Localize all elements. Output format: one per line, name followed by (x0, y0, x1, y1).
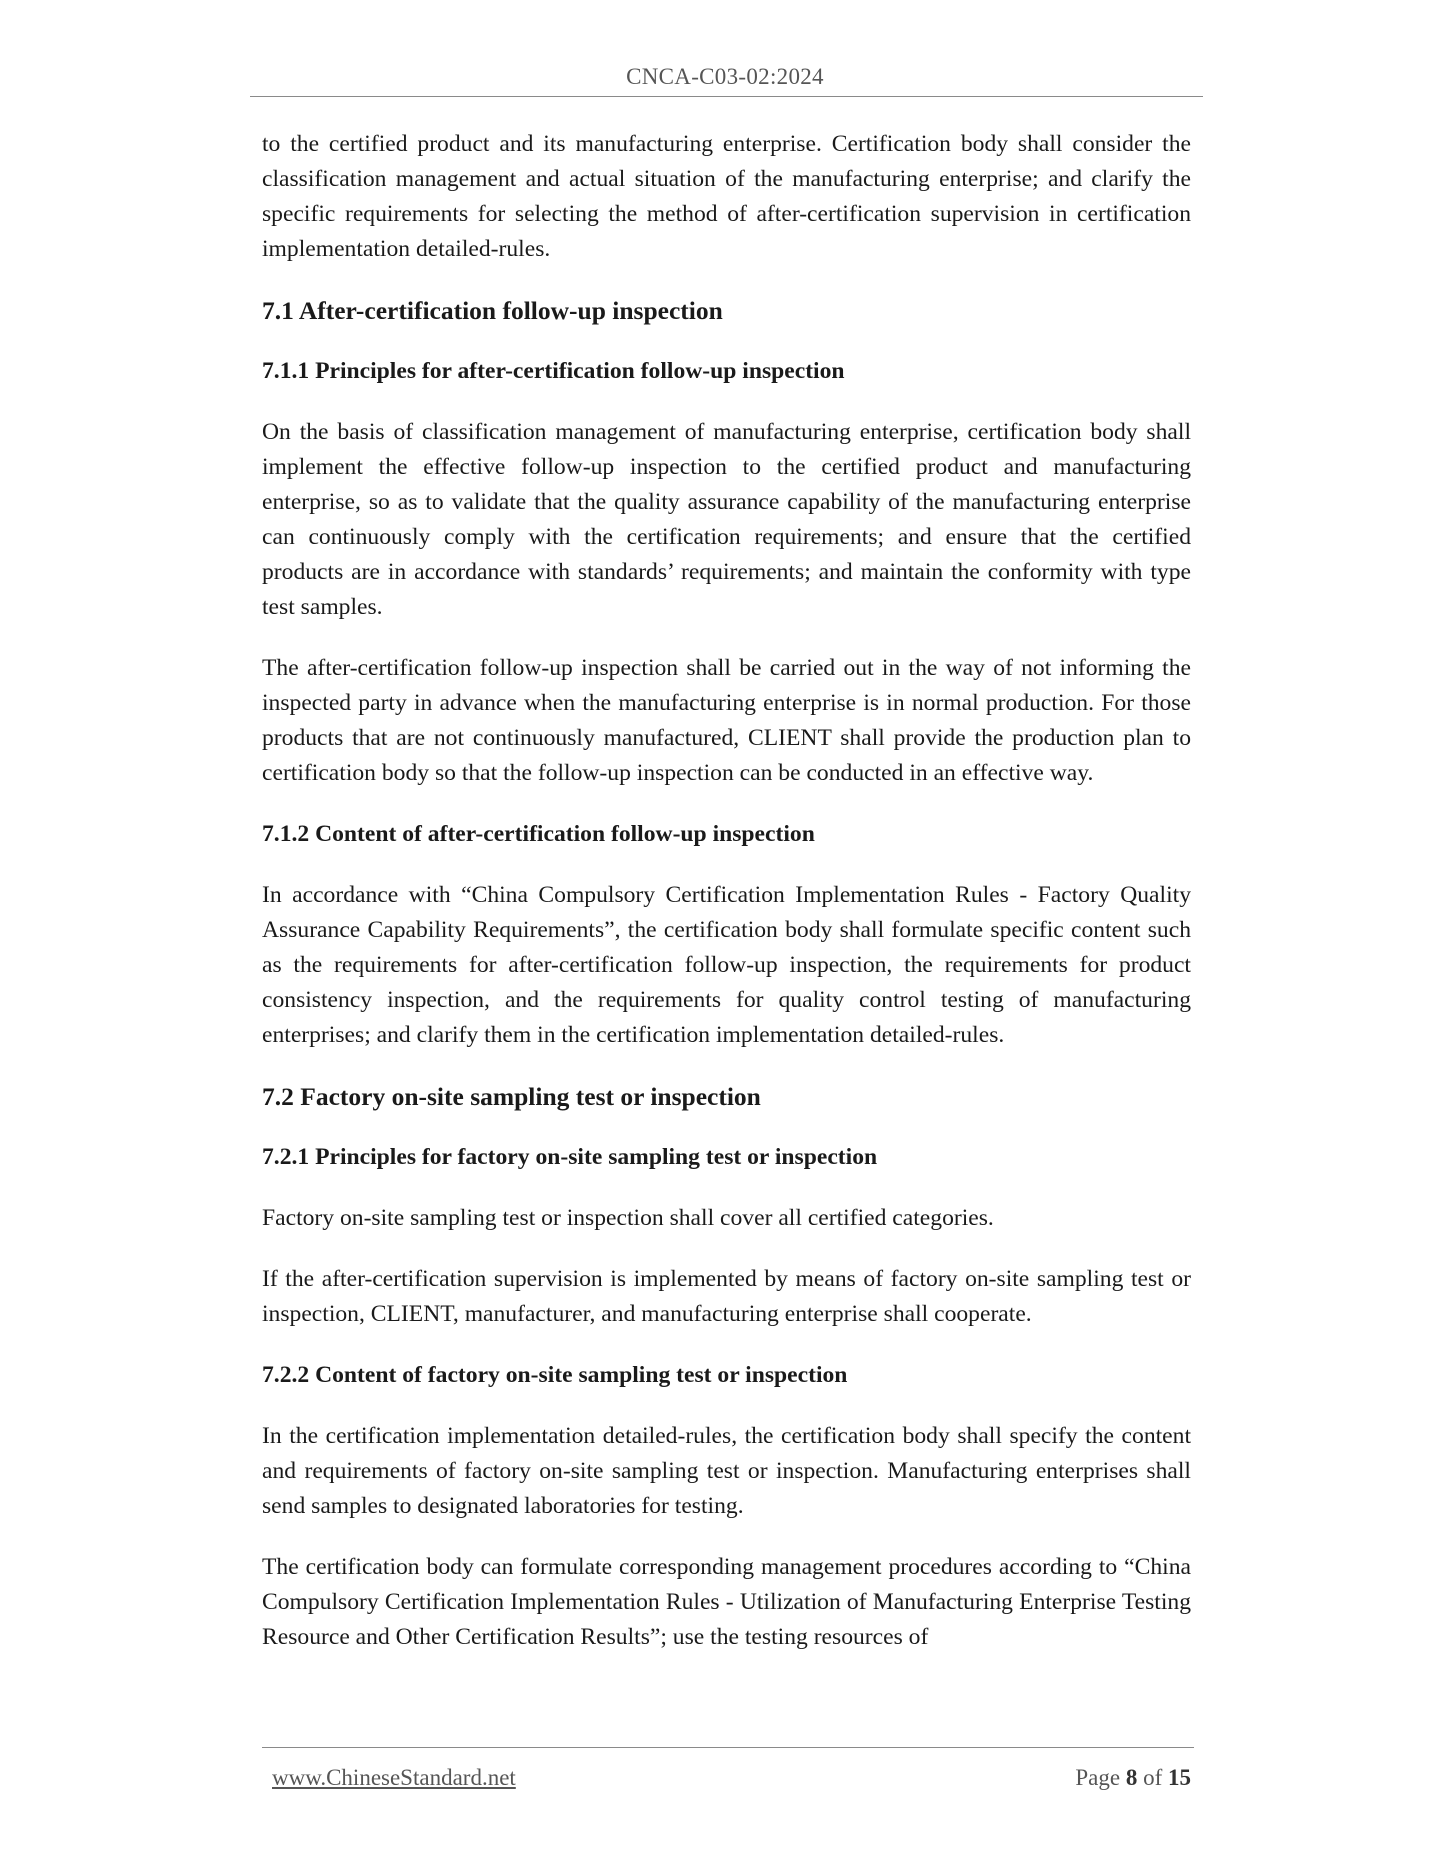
section-heading-7-1: 7.1 After-certification follow-up inspection (262, 296, 723, 325)
subsection-heading-7-1-1: 7.1.1 Principles for after-certification follow-up inspection (262, 358, 845, 384)
paragraph-7-2-1-a: Factory on-site sampling test or inspection shall cover all certified categories. (262, 1205, 994, 1231)
page-word: Page (1075, 1765, 1121, 1790)
section-heading-7-2: 7.2 Factory on-site sampling test or inspection (262, 1082, 761, 1111)
paragraph-7-1-2: In accordance with “China Compulsory Certification Implementation Rules - Factory Quality Assurance Capability Requirements”, the certification body shall formulate specific content such as the requirements for after-certification follow-up inspection, the requirements for product consistency inspection, and the requirements for quality control testing of manufacturing enterprises; and clarify them in the certification implementation detailed-rules. (262, 882, 1191, 1048)
running-header: CNCA-C03-02:2024 (626, 64, 824, 89)
paragraph-7-1-1-b: The after-certification follow-up inspection shall be carried out in the way of not informing the inspected party in advance when the manufacturing enterprise is in normal production. For those products that are not continuously manufactured, CLIENT shall provide the production plan to certification body so that the follow-up inspection can be conducted in an effective way. (262, 655, 1191, 786)
subsection-heading-7-2-1: 7.2.1 Principles for factory on-site sampling test or inspection (262, 1144, 878, 1170)
page-body (262, 127, 1191, 1681)
page-total-number: 15 (1168, 1765, 1191, 1790)
paragraph-7-2-1-b: If the after-certification supervision is implemented by means of factory on-site sampling test or inspection, CLIENT, manufacturer, and manufacturing enterprise shall cooperate. (262, 1266, 1191, 1327)
subsection-heading-7-2-2: 7.2.2 Content of factory on-site sampling test or inspection (262, 1362, 848, 1388)
paragraph-7-1-1-a: On the basis of classification management of manufacturing enterprise, certification body shall implement the effective follow-up inspection to the certified product and manufacturing enterprise, so as to validate that the quality assurance capability of the manufacturing enterprise can continuously comply with the certification requirements; and ensure that the certified products are in accordance with standards’ requirements; and maintain the conformity with type test samples. (262, 419, 1191, 620)
of-word: of (1143, 1765, 1163, 1790)
footer-divider (262, 1747, 1194, 1748)
subsection-heading-7-1-2: 7.1.2 Content of after-certification follow-up inspection (262, 821, 815, 847)
paragraph-7-2-2-b: The certification body can formulate corresponding management procedures according to “China Compulsory Certification Implementation Rules - Utilization of Manufacturing Enterprise Testing Resource and Other Certification Results”; use the testing resources of (262, 1554, 1191, 1650)
page-indicator (1075, 1765, 1191, 1791)
header-divider (250, 96, 1203, 97)
website-link[interactable]: www.ChineseStandard.net (272, 1765, 516, 1790)
paragraph-7-2-2-a: In the certification implementation detailed-rules, the certification body shall specify the content and requirements of factory on-site sampling test or inspection. Manufacturing enterprises shall send samples to designated laboratories for testing. (262, 1423, 1191, 1519)
paragraph-intro: to the certified product and its manufacturing enterprise. Certification body shall consider the classification management and actual situation of the manufacturing enterprise; and clarify the specific requirements for selecting the method of after-certification supervision in certification implementation detailed-rules. (262, 131, 1191, 262)
page-current-number: 8 (1125, 1765, 1138, 1790)
